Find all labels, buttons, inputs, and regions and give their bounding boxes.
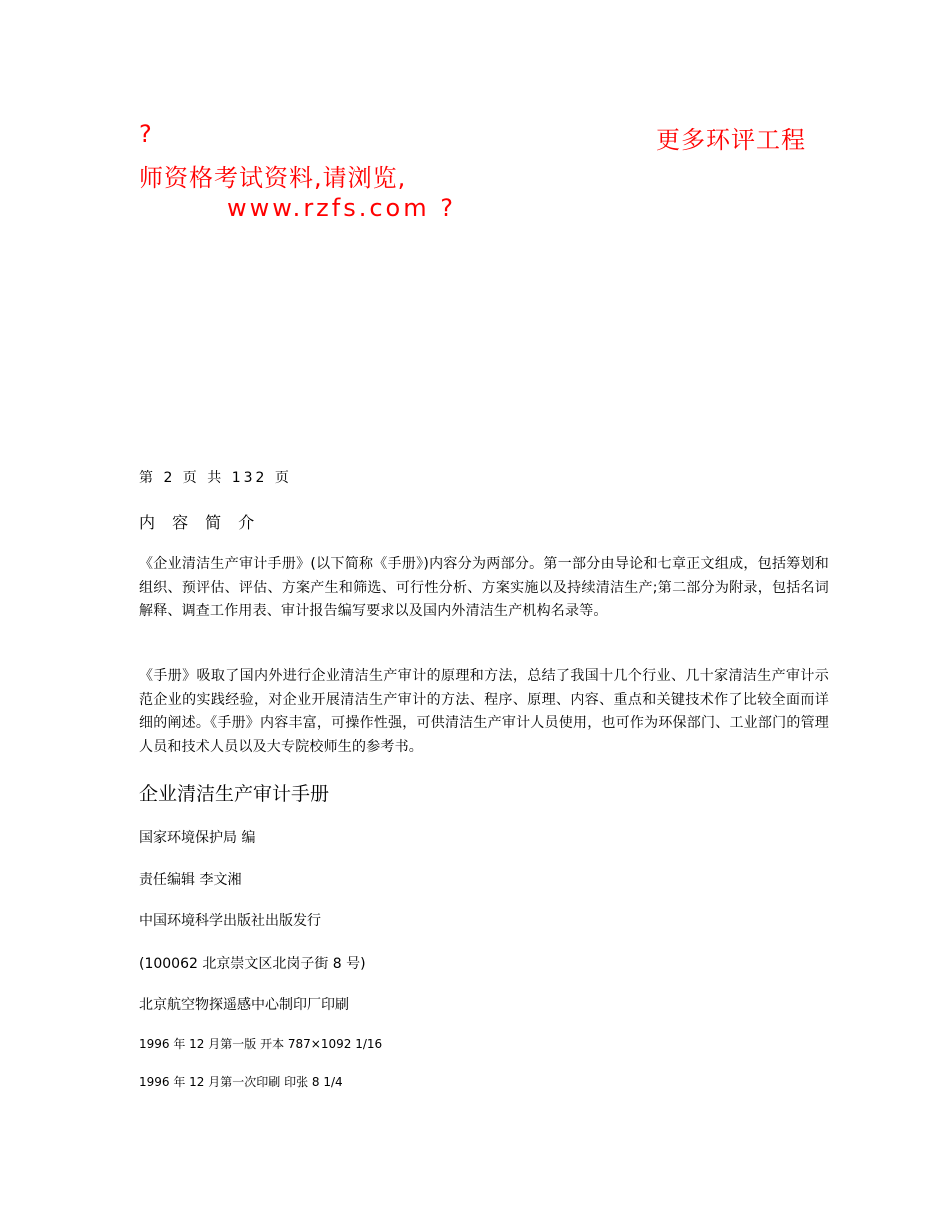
printing-line: 1996 年 12 月第一次印刷 印张 8 1/4 [139, 1075, 343, 1089]
author-line: 国家环境保护局 编 [139, 830, 256, 846]
book-title: 企业清洁生产审计手册 [139, 783, 330, 805]
ad-more-text: 更多环评工程 [656, 126, 806, 154]
intro-heading: 内 容 简 介 [139, 513, 261, 532]
address-line: (100062 北京崇文区北岗子街 8 号) [139, 956, 366, 972]
intro-paragraph-2: 《手册》吸取了国内外进行企业清洁生产审计的原理和方法，总结了我国十几个行业、几十家清洁生产审计示范企业的实践经验，对企业开展清洁生产审计的方法、程序、原理、内容、重点和关键技术作了比较全面而详细的阐述。《手册》内容丰富，可操作性强，可供清洁生产审计人员使用，也可作为环保部门、工业部门的管理人员和技术人员以及大专院校师生的参考书。 [139, 668, 829, 755]
page-indicator: 第 2 页 共 132 页 [139, 470, 292, 486]
ad-question-mark: ? [139, 120, 153, 148]
publisher-line: 中国环境科学出版社出版发行 [139, 913, 321, 929]
ad-url-link[interactable]: www.rzfs.com ? [227, 194, 456, 222]
edition-line: 1996 年 12 月第一版 开本 787×1092 1/16 [139, 1037, 383, 1051]
editor-line: 责任编辑 李文湘 [139, 872, 242, 888]
intro-paragraph-1: 《企业清洁生产审计手册》(以下简称《手册》)内容分为两部分。第一部分由导论和七章正文组成，包括筹划和组织、预评估、评估、方案产生和筛选、可行性分析、方案实施以及持续清洁生产;第二部分为附录，包括名词解释、调查工作用表、审计报告编写要求以及国内外清洁生产机构名录等。 [139, 556, 829, 619]
ad-line-2: 师资格考试资料,请浏览, [139, 164, 407, 192]
printer-line: 北京航空物探遥感中心制印厂印刷 [139, 997, 349, 1013]
